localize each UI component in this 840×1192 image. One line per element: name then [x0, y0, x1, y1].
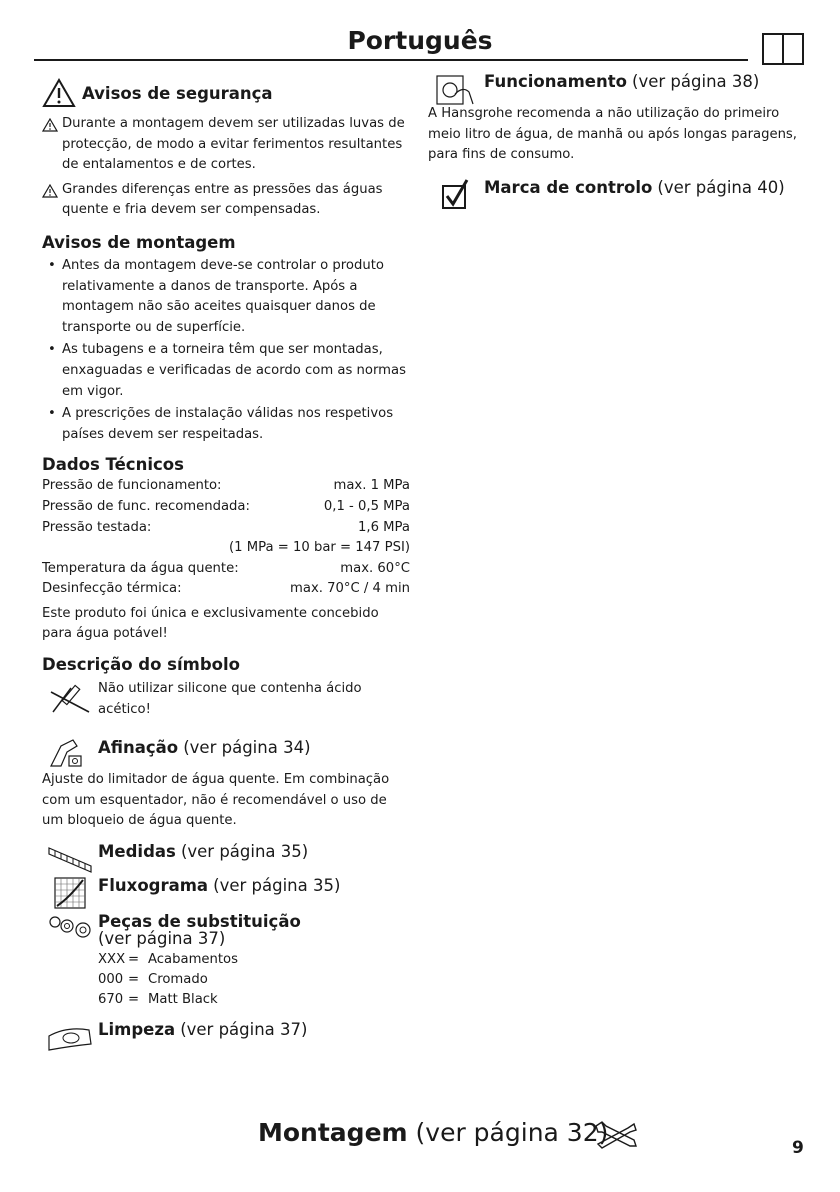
tech-label: Desinfecção térmica: — [42, 581, 182, 597]
operation-section — [428, 72, 798, 166]
code: XXX — [98, 952, 126, 968]
assembly-item: • Antes da montagem deve-se controlar o produto relativamente a danos de transporte. Após a montagem não são aceites quaisquer danos de transporte ou de superfície. — [42, 256, 410, 338]
cleaning-icon — [42, 1020, 98, 1054]
tech-value: max. 70°C / 4 min — [290, 581, 410, 597]
warning-icon — [42, 118, 58, 132]
control-ref: (ver página 40) — [657, 177, 785, 197]
tech-label: Temperatura da água quente: — [42, 560, 239, 576]
cleaning-section — [42, 1020, 410, 1054]
code-name: Matt Black — [148, 992, 218, 1008]
spare-parts-icon — [42, 912, 98, 946]
symbol-text: Não utilizar silicone que contenha ácido acético! — [98, 681, 362, 717]
warning-icon — [42, 184, 58, 198]
cleaning-ref: (ver página 37) — [180, 1020, 308, 1040]
checkbox-icon — [428, 178, 484, 212]
flow-ref: (ver página 35) — [213, 876, 341, 896]
warning-icon — [42, 78, 76, 108]
spares-codes — [98, 950, 410, 1010]
potable-note: Este produto foi única e exclusivamente concebido para água potável! — [42, 605, 379, 642]
tech-row — [42, 476, 410, 497]
spares-section — [42, 912, 410, 1010]
tech-note: (1 MPa = 10 bar = 147 PSI) — [229, 540, 410, 556]
tech-value: max. 1 MPa — [333, 478, 410, 494]
tech-row — [42, 559, 410, 580]
operation-ref: (ver página 38) — [632, 72, 760, 91]
symbol-heading: Descrição do símbolo — [42, 655, 240, 675]
safety-item-text: Durante a montagem devem ser utilizadas luvas de protecção, de modo a evitar ferimentos resultantes de entalamentos e de cortes. — [62, 116, 405, 173]
assembly-item: • As tubagens e a torneira têm que ser montadas, enxaguadas e verificadas de acordo com as normas em vigor. — [42, 340, 410, 402]
tech-row — [42, 518, 410, 539]
right-column — [428, 72, 798, 212]
safety-item — [42, 114, 410, 176]
assembly-heading: Avisos de montagem — [42, 232, 236, 252]
symbol-section — [42, 655, 410, 720]
assembly-section — [42, 233, 410, 445]
silicone-gun-icon — [42, 682, 98, 716]
measures-heading: Medidas — [98, 842, 176, 862]
operation-icon — [428, 72, 484, 106]
flow-heading: Fluxograma — [98, 876, 209, 896]
code-eq: = — [128, 992, 140, 1008]
book-icon — [762, 33, 804, 65]
tuning-icon — [42, 736, 98, 770]
footer-ref: (ver página 32) — [415, 1118, 609, 1147]
spares-ref: (ver página 37) — [98, 929, 226, 949]
spares-heading: Peças de substituição — [98, 912, 301, 932]
tech-label: Pressão testada: — [42, 519, 152, 535]
safety-item-text: Grandes diferenças entre as pressões das águas quente e fria devem ser compensadas. — [62, 181, 383, 218]
control-section — [428, 178, 798, 212]
code-row — [98, 950, 410, 970]
code-eq: = — [128, 952, 140, 968]
measures-ref: (ver página 35) — [180, 842, 309, 862]
tech-heading: Dados Técnicos — [42, 455, 184, 475]
tech-label: Pressão de funcionamento: — [42, 478, 222, 494]
tech-row — [42, 579, 410, 600]
code-name: Cromado — [148, 972, 208, 988]
left-column — [42, 78, 410, 1054]
tech-value: max. 60°C — [340, 560, 410, 576]
tech-value: 1,6 MPa — [358, 519, 410, 535]
tuning-text: Ajuste do limitador de água quente. Em combinação com um esquentador, não é recomendável o uso de um bloqueio de água quente. — [42, 772, 390, 829]
code: 000 — [98, 972, 124, 988]
ruler-icon — [42, 842, 98, 876]
tech-value: 0,1 - 0,5 MPa — [323, 498, 410, 514]
code: 670 — [98, 992, 124, 1008]
flow-section — [42, 876, 410, 910]
tech-label: Pressão de func. recomendada: — [42, 498, 250, 514]
control-heading: Marca de controlo — [484, 177, 653, 197]
safety-heading: Avisos de segurança — [82, 83, 273, 103]
assembly-item: • A prescrições de instalação válidas nos respetivos países devem ser respeitadas. — [42, 404, 410, 445]
footer-title — [258, 1118, 608, 1147]
flowchart-icon — [42, 876, 98, 910]
cleaning-heading: Limpeza — [98, 1020, 176, 1040]
page-title: Português — [347, 26, 493, 55]
code-row — [98, 990, 410, 1010]
page-number: 9 — [792, 1138, 804, 1158]
code-eq: = — [128, 972, 140, 988]
measures-section — [42, 842, 410, 876]
header-rule — [34, 59, 748, 61]
code-row — [98, 970, 410, 990]
safety-section — [42, 78, 410, 221]
code-name: Acabamentos — [148, 952, 239, 968]
wrench-icon — [594, 1120, 638, 1150]
operation-text: A Hansgrohe recomenda a não utilização do primeiro meio litro de água, de manhã ou após longas paragens, para fins de consumo. — [428, 106, 797, 163]
operation-heading: Funcionamento — [484, 72, 627, 91]
tuning-section — [42, 736, 410, 832]
footer-heading: Montagem — [258, 1118, 408, 1147]
tuning-heading: Afinação — [98, 738, 179, 758]
tech-row — [42, 497, 410, 518]
tech-section — [42, 455, 410, 645]
tuning-ref: (ver página 34) — [183, 738, 311, 758]
safety-item — [42, 180, 410, 221]
